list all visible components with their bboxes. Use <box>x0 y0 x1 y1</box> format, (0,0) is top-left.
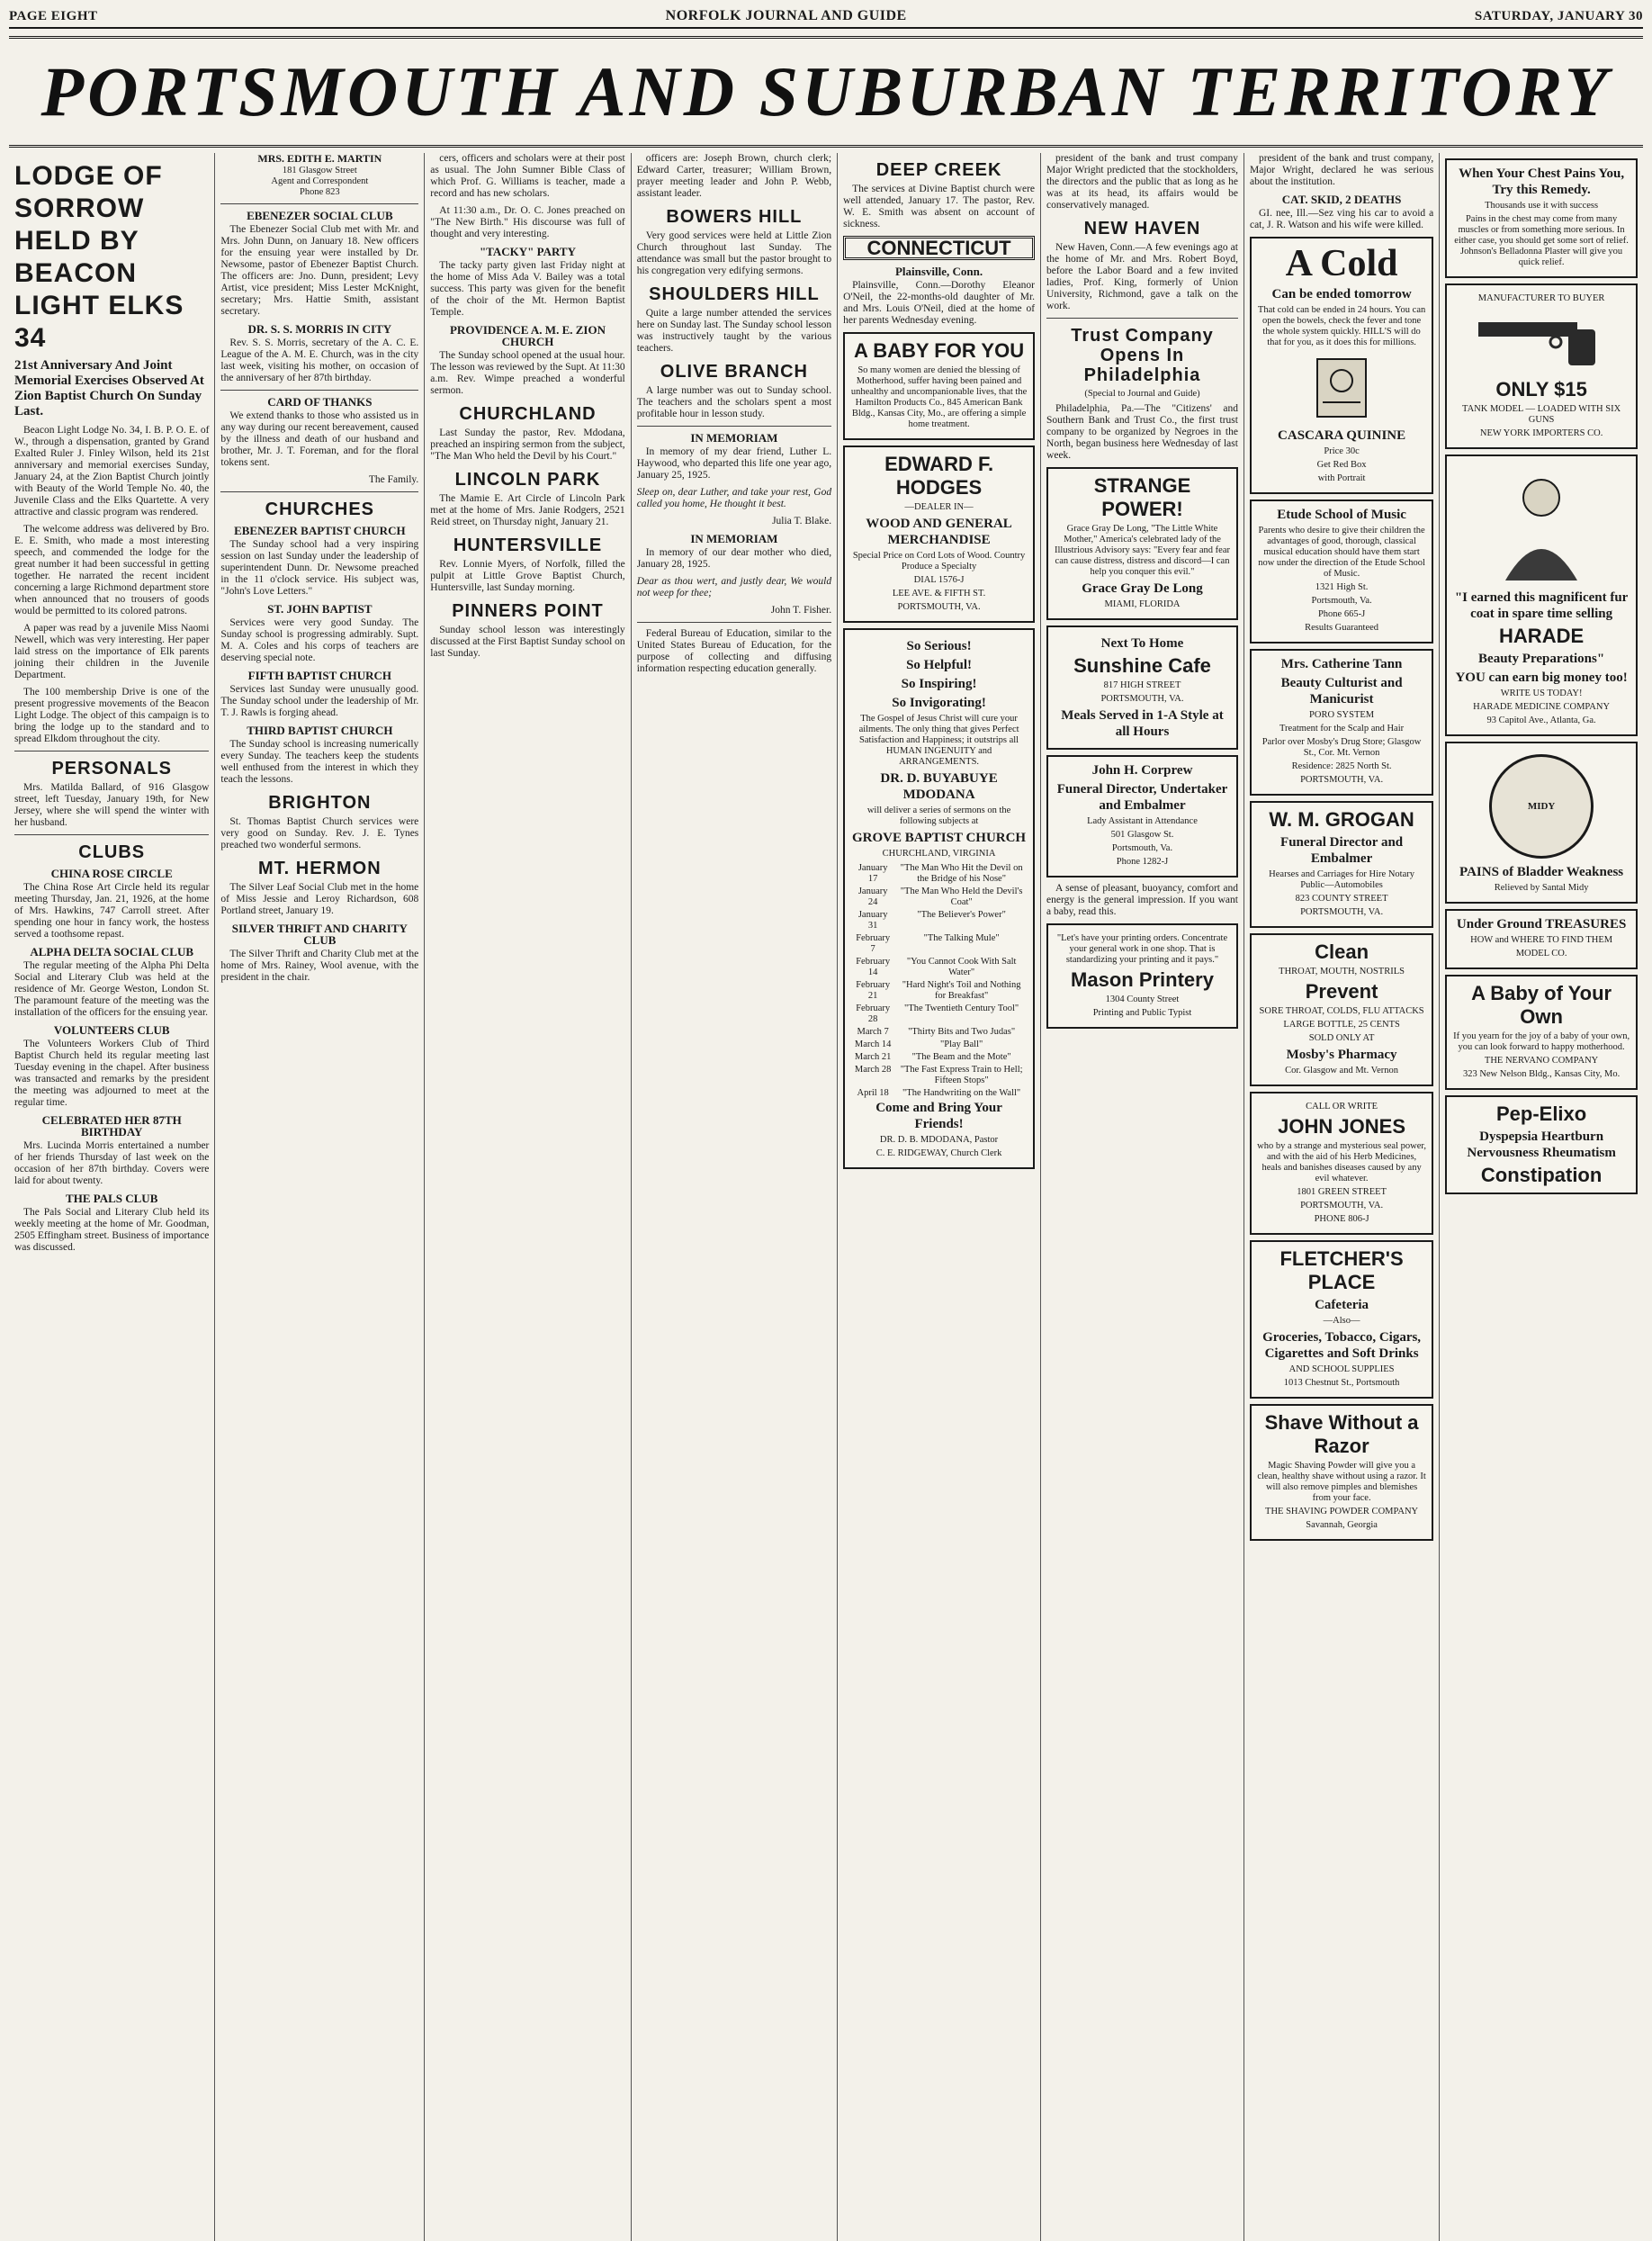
ad-headline: W. M. GROGAN <box>1269 808 1414 831</box>
article-paragraph: Rev. S. S. Morris, secretary of the A. C. E. League of the A. M. E. Church, was in the city last week, visiting his mother, on occasion of the anniversary of her 87th birthday. <box>220 338 419 383</box>
ad-text: Results Guaranteed <box>1305 623 1379 633</box>
ad-headline: Clean <box>1315 940 1369 963</box>
section-banner <box>9 36 1643 148</box>
article-paragraph: Mrs. Matilda Ballard, of 916 Glasgow street, left Tuesday, January 19th, for New Jersey, where she will spend the winter with her husband. <box>14 782 210 828</box>
article-paragraph: officers are: Joseph Brown, church clerk; Edward Carter, treasurer; William Brown, prayer meeting leader and John P. Webb, assistant leader. <box>636 153 832 199</box>
table-row <box>850 1051 1028 1064</box>
harade-ad <box>1445 454 1638 736</box>
product-price: Price 30c <box>1324 446 1360 456</box>
divider <box>14 834 209 835</box>
ad-headline: Shave Without a Razor <box>1264 1411 1419 1457</box>
pistol-icon <box>1469 310 1613 373</box>
item-heading: ST. JOHN BAPTIST <box>267 602 373 616</box>
ad-text: So many women are denied the blessing of Motherhood, suffer having been pained and unhealthy and uncompanionable lives, that the Hamilton Products Co., 845 American Bank Bldg., Kansas City, Mo., are offering a simple home treatment. <box>850 365 1028 429</box>
ad-address: 817 HIGH STREET <box>1103 680 1181 690</box>
article-paragraph: president of the bank and trust company, Major Wright, declared he was serious about the institution. <box>1249 153 1434 187</box>
article-paragraph: The Sunday school opened at the usual hour. The lesson was reviewed by the Supt. At 11:30 a.m. Rev. Wimpe preached a wonderful sermon. <box>430 350 625 396</box>
hodges-ad <box>843 446 1035 623</box>
ad-headline: HARADE <box>1499 625 1585 647</box>
grogan-ad <box>1250 801 1433 928</box>
item-heading: CELEBRATED HER 87TH BIRTHDAY <box>41 1113 182 1138</box>
ad-city: PORTSMOUTH, VA. <box>1300 907 1384 917</box>
section-heading: MT. HERMON <box>258 859 382 878</box>
sermon-date: April 18 <box>857 1088 889 1098</box>
pastor-credit: DR. D. B. MDODANA, Pastor <box>879 1135 999 1145</box>
article-paragraph: Services were very good Sunday. The Sunday school is progressing admirably. Supt. M. A. Coles and his corps of teachers are deserving special note. <box>220 617 419 663</box>
sermon-subject: "Thirty Bits and Two Judas" <box>908 1027 1016 1037</box>
section-heading: PINNERS POINT <box>452 601 604 621</box>
nervano-ad <box>1445 975 1638 1090</box>
ad-headline: Mason Printery <box>1071 968 1214 991</box>
section-heading: HUNTERSVILLE <box>453 536 603 555</box>
column-8 <box>1440 153 1643 2241</box>
article-paragraph: GI. nee, Ill.—Sez ving his car to avoid a cat, J. R. Watson and his wife were killed. <box>1249 208 1434 230</box>
ad-text: So Helpful! <box>906 658 973 672</box>
ad-phone: PHONE 806-J <box>1314 1214 1369 1224</box>
ad-text: THE SHAVING POWDER COMPANY <box>1265 1507 1419 1516</box>
clerk-credit: C. E. RIDGEWAY, Church Clerk <box>875 1148 1002 1158</box>
ad-closing: Come and Bring Your Friends! <box>875 1101 1002 1131</box>
ad-text: THE NERVANO COMPANY <box>1484 1056 1599 1066</box>
ad-text: HARADE MEDICINE COMPANY <box>1473 702 1611 712</box>
section-heading: CHURCHES <box>265 500 375 519</box>
ad-text: Dyspepsia Heartburn Nervousness Rheumatism <box>1467 1130 1616 1160</box>
column-7 <box>1244 153 1440 2241</box>
ad-city: PORTSMOUTH, VA. <box>1300 1201 1384 1210</box>
sermon-date: January 17 <box>857 863 888 884</box>
ad-text: Hearses and Carriages for Hire Notary Public—Automobiles <box>1269 869 1414 890</box>
sermon-subject: "The Talking Mule" <box>923 933 1000 943</box>
ad-text: NEW YORK IMPORTERS CO. <box>1479 428 1603 438</box>
article-paragraph: A sense of pleasant, buoyancy, comfort and energy is the general impression. If you want a baby, read this. <box>1046 883 1238 917</box>
divider <box>220 491 418 492</box>
article-paragraph: The Mamie E. Art Circle of Lincoln Park met at the home of Mrs. Janie Rodgers, 2521 Reid street, on Thursday night, January 21. <box>430 493 625 527</box>
article-paragraph: The Silver Thrift and Charity Club met at the home of Mrs. Rainey, Wool avenue, with the president in the chair. <box>220 949 419 983</box>
ad-text: Groceries, Tobacco, Cigars, Cigarettes and Soft Drinks <box>1262 1330 1422 1361</box>
page-label: PAGE EIGHT <box>9 8 98 23</box>
signature: The Family. <box>368 474 419 485</box>
sermon-date: January 24 <box>857 886 888 907</box>
medicine-box-icon <box>1310 352 1373 424</box>
tann-ad <box>1250 649 1433 796</box>
sermon-subject: "The Fast Express Train to Hell; Fifteen Stops" <box>900 1065 1023 1085</box>
ad-text: AND SCHOOL SUPPLIES <box>1288 1364 1395 1374</box>
item-heading: FIFTH BAPTIST CHURCH <box>247 669 392 682</box>
ad-text: WOOD AND GENERAL MERCHANDISE <box>866 517 1012 547</box>
ad-text: will deliver a series of sermons on the following subjects at <box>866 806 1011 826</box>
article-paragraph: Federal Bureau of Education, similar to the United States Bureau of Education, for the purpose of collecting and diffusing information respecting education generally. <box>636 628 832 674</box>
sermon-subject: "The Twentieth Century Tool" <box>904 1004 1019 1013</box>
item-heading: IN MEMORIAM <box>690 532 778 545</box>
sermon-date: January 31 <box>857 910 888 931</box>
ad-text: So Serious! <box>906 639 972 653</box>
table-row <box>850 932 1028 956</box>
article-paragraph: Services last Sunday were unusually good. The Sunday school under the leadership of Mr. T. J. Rawls is forging ahead. <box>220 684 419 718</box>
section-heading: PERSONALS <box>51 759 172 778</box>
item-heading: EBENEZER SOCIAL CLUB <box>247 209 393 222</box>
mosby-ad <box>1250 933 1433 1086</box>
article-paragraph: A large number was out to Sunday school. The teachers and the scholars spent a most profitable hour in lesson study. <box>636 385 832 419</box>
sermon-subject: "The Beam and the Mote" <box>911 1052 1011 1062</box>
ad-quote: "I earned this magnificent fur coat in spare time selling <box>1454 590 1629 621</box>
ad-text: Parents who desire to give their children the advantages of good, thorough, classical musical education should have them start now under the direction of the Etude School of Music. <box>1258 526 1425 579</box>
sermon-date: March 28 <box>854 1065 892 1075</box>
table-row <box>850 886 1028 909</box>
ad-text: MANUFACTURER TO BUYER <box>1477 293 1605 303</box>
divider <box>637 622 831 623</box>
ad-subhead: Thousands use it with success <box>1485 201 1599 211</box>
article-paragraph: The 100 membership Drive is one of the present progressive movements of the Beacon Light Lodge. The object of this campaign is to bring the lodge up to the standard and to spread Elkdom throughout the city. <box>14 687 210 744</box>
ad-text: Constipation <box>1480 1164 1603 1186</box>
ad-text: who by a strange and mysterious seal power, and with the aid of his Herb Medicines, heals and banishes diseases caused by any evil whatever. <box>1257 1141 1427 1184</box>
ad-text: with Portrait <box>1317 473 1366 483</box>
item-heading: VOLUNTEERS CLUB <box>53 1023 170 1037</box>
ad-city: PORTSMOUTH, VA. <box>1100 694 1184 704</box>
article-paragraph: president of the bank and trust company Major Wright predicted that the stockholders, the directors and the public that as long as he was at its head, its affairs would be conservatively managed. <box>1046 153 1238 211</box>
article-paragraph: Rev. Lonnie Myers, of Norfolk, filled the pulpit at Little Grove Baptist Church, Huntersville, last Sunday morning. <box>430 559 625 593</box>
connecticut-box: CONNECTICUT <box>843 236 1035 260</box>
article-paragraph: We extend thanks to those who assisted us in any way during our recent bereavement, caused by the illness and death of our husband and brother, Mr. J. T. Foreman, and for the floral tokens sent. <box>220 410 419 468</box>
chest-remedy-ad <box>1445 158 1638 278</box>
table-row <box>850 1003 1028 1026</box>
sermon-date: March 21 <box>854 1052 892 1062</box>
table-row <box>850 862 1028 886</box>
article-paragraph: Mrs. Lucinda Morris entertained a number of her friends Thursday of last week on the occasion of her 87th birthday. Covers were laid for about twenty. <box>14 1140 210 1186</box>
ad-text: If you yearn for the joy of a baby of your own, you can look forward to happy motherhood. <box>1453 1031 1630 1052</box>
ad-text: HOW and WHERE TO FIND THEM <box>1470 935 1613 945</box>
ad-headline: Sunshine Cafe <box>1073 654 1211 677</box>
mason-printery-ad <box>1046 923 1238 1029</box>
sermon-subject: "The Handwriting on the Wall" <box>902 1088 1021 1098</box>
item-heading: PROVIDENCE A. M. E. ZION CHURCH <box>449 323 606 348</box>
ad-address: 1801 GREEN STREET <box>1297 1187 1387 1197</box>
lead-subhead: 21st Anniversary And Joint Memorial Exercises Observed At Zion Baptist Church On Sunday Last. <box>14 358 204 418</box>
table-row <box>850 1039 1028 1051</box>
ad-headline: STRANGE POWER! <box>1093 474 1191 520</box>
ad-text: Get Red Box <box>1316 460 1367 470</box>
etude-ad <box>1250 500 1433 644</box>
church-city: CHURCHLAND, VIRGINIA <box>882 849 996 859</box>
ad-text: Lady Assistant in Attendance <box>1087 816 1198 826</box>
sermon-ad <box>843 628 1035 1169</box>
article-paragraph: The services at Divine Baptist church were well attended, January 17. The pastor, Rev. W. E. Smith was absent on account of sickness. <box>843 184 1036 230</box>
section-heading: BRIGHTON <box>268 793 372 813</box>
item-heading: Plainsville, Conn. <box>894 265 983 278</box>
section-heading: BOWERS HILL <box>666 207 803 227</box>
ad-name: Grace Gray De Long <box>1082 581 1203 596</box>
article-paragraph: The tacky party given last Friday night at the home of Miss Ada V. Bailey was a total success. This party was given for the benefit of the choir of the Mt. Hermon Baptist Temple. <box>430 260 625 318</box>
table-row <box>850 1026 1028 1039</box>
ad-headline: When Your Chest Pains You, Try this Remedy. <box>1459 166 1625 197</box>
item-heading: EBENEZER BAPTIST CHURCH <box>234 524 406 537</box>
section-heading: DEEP CREEK <box>875 160 1002 180</box>
ad-text: —DEALER IN— <box>904 502 974 512</box>
ad-headline: Prevent <box>1305 980 1378 1003</box>
article-paragraph: The welcome address was delivered by Bro. E. E. Smith, who made a most interesting speech, and commended the lodge for the great number it had been successful in getting together. He narrated the recent incident concerning a large Richmond department store when announced that no trousers of goods would be permitted to its colored patrons. <box>14 524 210 616</box>
article-paragraph: The Sunday school had a very inspiring session on last Sunday under the leadership of superintendent Dunn. Dr. Newsome preached in the 11 o'clock service. His subject was, "John's Love Letters." <box>220 539 419 597</box>
ad-headline: Under Ground TREASURES <box>1456 917 1627 932</box>
item-heading: "TACKY" PARTY <box>479 245 576 258</box>
article-paragraph: A paper was read by a juvenile Miss Naomi Newell, which was very interesting. Her paper laid stress on the importance of Elk parents joining their children in the Juvenile Department. <box>14 623 210 680</box>
ad-text: LARGE BOTTLE, 25 CENTS <box>1283 1020 1400 1030</box>
column-1 <box>9 153 215 2241</box>
ad-text: Treatment for the Scalp and Hair <box>1279 724 1405 734</box>
sermon-date: February 21 <box>856 980 891 1001</box>
article-paragraph: The China Rose Art Circle held its regular meeting Thursday, Jan. 21, 1926, at the home of Mrs. Hawkins, 747 Carroll street. After spending one hour in fancy work, the hostess served a toothsome repast. <box>14 882 210 940</box>
article-paragraph: The regular meeting of the Alpha Phi Delta Social and Literary Club was held at the residence of Mr. George Weston, London St. The paramount feature of the meeting was the installation of the officers for the ensuing year. <box>14 960 210 1018</box>
divider <box>14 751 209 752</box>
ad-text: So Invigorating! <box>892 696 986 710</box>
ad-phone: Phone 1282-J <box>1116 857 1169 867</box>
paper-name: NORFOLK JOURNAL AND GUIDE <box>665 8 907 23</box>
ad-text: Beauty Preparations" <box>1478 652 1605 666</box>
article-paragraph: At 11:30 a.m., Dr. O. C. Jones preached on "The New Birth." His discourse was full of thought and very interesting. <box>430 205 625 239</box>
sermon-subject: "Play Ball" <box>939 1040 983 1049</box>
ad-address: LEE AVE. & FIFTH ST. <box>892 589 986 598</box>
article-paragraph: The Ebenezer Social Club met with Mr. and Mrs. John Dunn, on January 18. New officers for the ensuing year were installed by Dr. Newsome, pastor of Ebenezer Baptist Church. The officers are: Jno. Dunn, president; Levy Artist, vice president; Miss Lester McKnight, secretary; Mrs. Hattie Smith, assistant secretary. <box>220 224 419 317</box>
ad-text: SOLD ONLY AT <box>1308 1033 1375 1043</box>
ad-phone: DIAL 1576-J <box>913 575 965 585</box>
ad-text: MODEL CO. <box>1515 949 1567 958</box>
article-paragraph: Sunday school lesson was interestingly discussed at the First Baptist Sunday school on last Sunday. <box>430 625 625 659</box>
corprew-ad <box>1046 755 1238 878</box>
memorial-poem: Dear as thou wert, and justly dear, We would not weep for thee; <box>636 576 832 598</box>
jones-ad <box>1250 1092 1433 1235</box>
article-paragraph: The Sunday school is increasing numerically every Sunday. The teachers keep the students well enthused from the interest in which they teach the lessons. <box>220 739 419 785</box>
section-heading: NEW HAVEN <box>1083 219 1201 238</box>
running-head <box>9 5 1643 29</box>
article-paragraph: Philadelphia, Pa.—The "Citizens' and Southern Bank and Trust Co., the first trust company to be organized by Negroes in the North, began business here Wednesday of last week. <box>1046 403 1238 461</box>
ad-subhead: Can be ended tomorrow <box>1271 287 1412 302</box>
ad-text: SORE THROAT, COLDS, FLU ATTACKS <box>1259 1006 1424 1016</box>
baby-ad <box>843 332 1035 440</box>
item-heading: IN MEMORIAM <box>690 431 778 445</box>
item-heading: ALPHA DELTA SOCIAL CLUB <box>30 945 194 958</box>
sermon-subject: "Hard Night's Toil and Nothing for Breakfast" <box>902 980 1021 1001</box>
column-5 <box>838 153 1041 2241</box>
ad-headline: A Baby of Your Own <box>1471 982 1612 1028</box>
section-heading: Trust Company Opens In Philadelphia <box>1071 326 1214 385</box>
divider <box>220 390 418 391</box>
ad-text: Special Price on Cord Lots of Wood. Country Produce a Specialty <box>852 551 1026 572</box>
divider <box>1046 318 1238 319</box>
ad-text: Next To Home <box>1100 636 1184 651</box>
correspondent-name: MRS. EDITH E. MARTIN <box>257 153 382 165</box>
sermon-date: March 7 <box>857 1027 889 1037</box>
item-heading: SILVER THRIFT AND CHARITY CLUB <box>231 922 408 947</box>
section-heading: SHOULDERS HILL <box>649 284 820 304</box>
lead-headline: LODGE OF SORROW HELD BY BEACON LIGHT ELKS 34 <box>14 161 184 353</box>
ad-city: Savannah, Georgia <box>1306 1520 1378 1530</box>
preacher-name: DR. D. BUYABUYE MDODANA <box>880 771 998 802</box>
ad-text: TANK MODEL — LOADED WITH SIX GUNS <box>1462 404 1621 425</box>
table-row <box>850 956 1028 979</box>
dateline: (Special to Journal and Guide) <box>1084 389 1200 399</box>
ad-address: 1321 High St. <box>1315 582 1369 592</box>
woman-in-fur-coat-icon <box>1487 467 1595 584</box>
ad-text: Magic Shaving Powder will give you a clean, healthy shave without using a razor. It will also remove pimples and blemishes from your face. <box>1257 1461 1426 1503</box>
ad-text: Relieved by Santal Midy <box>1494 883 1589 893</box>
ad-text: Parlor over Mosby's Drug Store; Glasgow St., Cor. Mt. Vernon <box>1261 737 1422 758</box>
sermon-date: February 7 <box>856 933 891 954</box>
article-paragraph: Beacon Light Lodge No. 34, I. B. P. O. E. of W., through a dispensation, granted by Grand Exalted Ruler J. Finley Wilson, held its 21st anniversary and memorial exercises Sunday, January 24, at the Zion Baptist Church jointly with Beauty of the World Temple No. 40, the Juvenile Class and the Elks Quartette. A very attractive and classic program was rendered. <box>14 425 210 518</box>
item-heading: CHINA ROSE CIRCLE <box>50 867 173 880</box>
article-paragraph: The Volunteers Workers Club of Third Baptist Church held its regular meeting last Tuesday evening in the chapel. After business was transacted and remarks by the president the meeting was adjourned to meet at the regular time. <box>14 1039 210 1108</box>
ad-text: CALL OR WRITE <box>1306 1102 1378 1112</box>
section-heading: CLUBS <box>78 842 146 862</box>
ad-headline: FLETCHER'S PLACE <box>1279 1247 1404 1293</box>
ad-headline: Pep-Elixo <box>1495 1102 1587 1125</box>
correspondent-title: Agent and Correspondent <box>271 176 369 186</box>
table-row <box>850 1087 1028 1100</box>
ad-text: The Gospel of Jesus Christ will cure your ailments. The only thing that gives Perfect Satisfaction and Happiness; it outstrips all HUMAN INGENUITY and ARRANGEMENTS. <box>858 714 1019 767</box>
article-paragraph: Quite a large number attended the services here on Sunday last. The Sunday school lesson was instructively taught by the various teachers. <box>636 308 832 354</box>
ad-address: 323 New Nelson Bldg., Kansas City, Mo. <box>1462 1069 1621 1079</box>
section-heading: LINCOLN PARK <box>454 470 601 490</box>
table-row <box>850 909 1028 932</box>
sermon-subject: "The Man Who Held the Devil's Coat" <box>900 886 1023 907</box>
ad-text: Grace Gray De Long, "The Little White Mother," America's celebrated lady of the Illustrious Advisory says: "Every fear and fear can cause distress, distress and discord—I can help you conquer this evil." <box>1055 524 1230 577</box>
ad-city: Portsmouth, Va. <box>1311 596 1372 606</box>
sunshine-cafe-ad <box>1046 626 1238 750</box>
cascara-ad <box>1250 237 1433 494</box>
signature: Julia T. Blake. <box>772 516 832 526</box>
divider <box>220 203 418 204</box>
article-paragraph: In memory of our dear mother who died, January 28, 1925. <box>636 547 832 570</box>
item-heading: THIRD BAPTIST CHURCH <box>247 724 393 737</box>
ad-address: 93 Capitol Ave., Atlanta, Ga. <box>1486 716 1596 725</box>
shaving-powder-ad <box>1250 1404 1433 1541</box>
ad-address: Residence: 2825 North St. <box>1291 761 1392 771</box>
column-2 <box>215 153 425 2241</box>
article-paragraph: In memory of my dear friend, Luther L. Haywood, who departed this life one year ago, January 25, 1925. <box>636 446 832 481</box>
sermon-date: February 28 <box>856 1004 891 1024</box>
ad-text: Funeral Director, Undertaker and Embalmer <box>1056 782 1228 813</box>
ad-headline: Etude School of Music <box>1277 508 1406 522</box>
item-heading: THE PALS CLUB <box>66 1192 158 1205</box>
table-row <box>850 979 1028 1003</box>
columns <box>9 153 1643 2241</box>
ad-headline: Mrs. Catherine Tann <box>1280 657 1403 671</box>
delong-ad <box>1046 467 1238 620</box>
ad-text: That cold can be ended in 24 hours. You can open the bowels, check the fever and tone the whole system quickly. HILL'S will do that for you, as it does this for millions. <box>1257 305 1426 347</box>
ad-text: WRITE US TODAY! <box>1500 688 1583 698</box>
divider <box>637 426 831 427</box>
ad-text: "Let's have your printing orders. Concentrate your general work in one shop. That is standardizing your printing and it pays." <box>1056 933 1228 965</box>
pistol-ad <box>1445 284 1638 449</box>
ad-text: Printing and Public Typist <box>1092 1008 1192 1018</box>
ad-price: ONLY $15 <box>1495 378 1587 400</box>
article-paragraph: Last Sunday the pastor, Rev. Mdodana, preached an inspiring sermon from the subject, "The Man Who held the Devil by his Court." <box>430 428 625 462</box>
column-3 <box>425 153 631 2241</box>
treasures-ad <box>1445 909 1638 969</box>
sermon-subject: "You Cannot Cook With Salt Water" <box>906 957 1017 977</box>
sermon-date: March 14 <box>854 1040 892 1049</box>
ad-city: PORTSMOUTH, VA. <box>897 602 981 612</box>
ad-city: MIAMI, FLORIDA <box>1104 599 1181 609</box>
sermon-schedule <box>850 862 1028 1100</box>
ad-headline: PAINS of Bladder Weakness <box>1459 865 1624 879</box>
ad-headline: A BABY FOR YOU <box>854 339 1025 362</box>
item-heading: DR. S. S. MORRIS IN CITY <box>247 322 392 336</box>
column-4 <box>632 153 838 2241</box>
ad-name: Mosby's Pharmacy <box>1286 1048 1397 1062</box>
issue-date: SATURDAY, JANUARY 30 <box>1474 8 1643 23</box>
capsule-seal-icon: MIDY <box>1489 754 1594 859</box>
correspondent-phone: Phone 823 <box>300 187 340 197</box>
ad-address: 823 COUNTY STREET <box>1295 894 1388 904</box>
memorial-poem: Sleep on, dear Luther, and take your rest, God called you home, He thought it best. <box>636 487 832 509</box>
table-row <box>850 1064 1028 1087</box>
correspondent-address: 181 Glasgow Street <box>282 166 357 176</box>
article-paragraph: The Silver Leaf Social Club met in the home of Miss Jessie and Leroy Richardson, 608 Portland street, January 19. <box>220 882 419 916</box>
ad-text: YOU can earn big money too! <box>1455 670 1628 685</box>
ad-text: —Also— <box>1323 1316 1360 1326</box>
ad-address: Cor. Glasgow and Mt. Vernon <box>1285 1066 1398 1076</box>
article-paragraph: cers, officers and scholars were at their post as usual. The John Sumner Bible Class of which Prof. G. Williams is teacher, made a record and has new scholars. <box>430 153 625 199</box>
church-name: GROVE BAPTIST CHURCH <box>852 831 1027 845</box>
ad-text: Meals Served in 1-A Style at all Hours <box>1061 708 1224 739</box>
sermon-subject: "The Believer's Power" <box>917 910 1006 920</box>
pep-elixo-ad <box>1445 1095 1638 1194</box>
ad-address: 1304 County Street <box>1105 994 1180 1004</box>
ad-text: Funeral Director and Embalmer <box>1280 835 1404 866</box>
article-paragraph: Plainsville, Conn.—Dorothy Eleanor O'Neil, the 22-months-old daughter of Mr. and Mrs. Louis O'Neil, died at the home of her parents Wednesday evening. <box>843 280 1036 326</box>
ad-text: THROAT, MOUTH, NOSTRILS <box>1279 967 1405 976</box>
ad-headline: A Cold <box>1285 243 1398 284</box>
column-6 <box>1041 153 1244 2241</box>
sermon-date: February 14 <box>856 957 891 977</box>
ad-headline: John H. Corprew <box>1091 763 1193 778</box>
ad-text: So Inspiring! <box>901 677 977 691</box>
ad-headline: JOHN JONES <box>1278 1115 1405 1138</box>
article-paragraph: St. Thomas Baptist Church services were very good on Sunday. Rev. J. E. Tynes preached two wonderful sermons. <box>220 816 419 850</box>
ad-headline: EDWARD F. HODGES <box>884 453 994 499</box>
item-heading: CAT. SKID, 2 DEATHS <box>1281 193 1402 206</box>
ad-text: Pains in the chest may come from many muscles or from something more serious. In either case, you should get some sort of relief. Johnson's Belladonna Plaster will give you quick relief. <box>1454 214 1629 267</box>
article-paragraph: The Pals Social and Literary Club held its weekly meeting at the home of Mr. Goodman, 2505 Effingham street. Business of importance was discussed. <box>14 1207 210 1253</box>
article-paragraph: Very good services were held at Little Zion Church throughout last Sunday. The attendance was small but the pastor brought to his congregation very edifying sermons. <box>636 230 832 276</box>
correspondent-box <box>220 153 418 198</box>
santal-midy-ad <box>1445 742 1638 904</box>
ad-phone: Phone 665-J <box>1317 609 1366 619</box>
article-paragraph: New Haven, Conn.—A few evenings ago at the home of Mr. and Mrs. Robert Boyd, before the Labor Board and a few invited ladies, Prof. King, formerly of Union University, Richmond, gave a talk on the work. <box>1046 242 1238 311</box>
section-heading: OLIVE BRANCH <box>660 362 808 382</box>
ad-address: 501 Glasgow St. <box>1110 830 1174 840</box>
item-heading: CARD OF THANKS <box>267 395 373 409</box>
section-heading: CHURCHLAND <box>459 404 597 424</box>
fletcher-ad <box>1250 1240 1433 1399</box>
ad-text: Beauty Culturist and Manicurist <box>1280 676 1403 706</box>
ad-text: Cafeteria <box>1315 1298 1369 1312</box>
sermon-subject: "The Man Who Hit the Devil on the Bridge of his Nose" <box>900 863 1023 884</box>
signature: John T. Fisher. <box>770 605 832 616</box>
ad-city: PORTSMOUTH, VA. <box>1300 775 1384 785</box>
banner-title: PORTSMOUTH AND SUBURBAN TERRITORY <box>40 52 1612 130</box>
ad-address: 1013 Chestnut St., Portsmouth <box>1283 1378 1400 1388</box>
ad-city: Portsmouth, Va. <box>1111 843 1173 853</box>
product-name: CASCARA QUININE <box>1278 428 1406 443</box>
ad-text: PORO SYSTEM <box>1309 710 1375 720</box>
